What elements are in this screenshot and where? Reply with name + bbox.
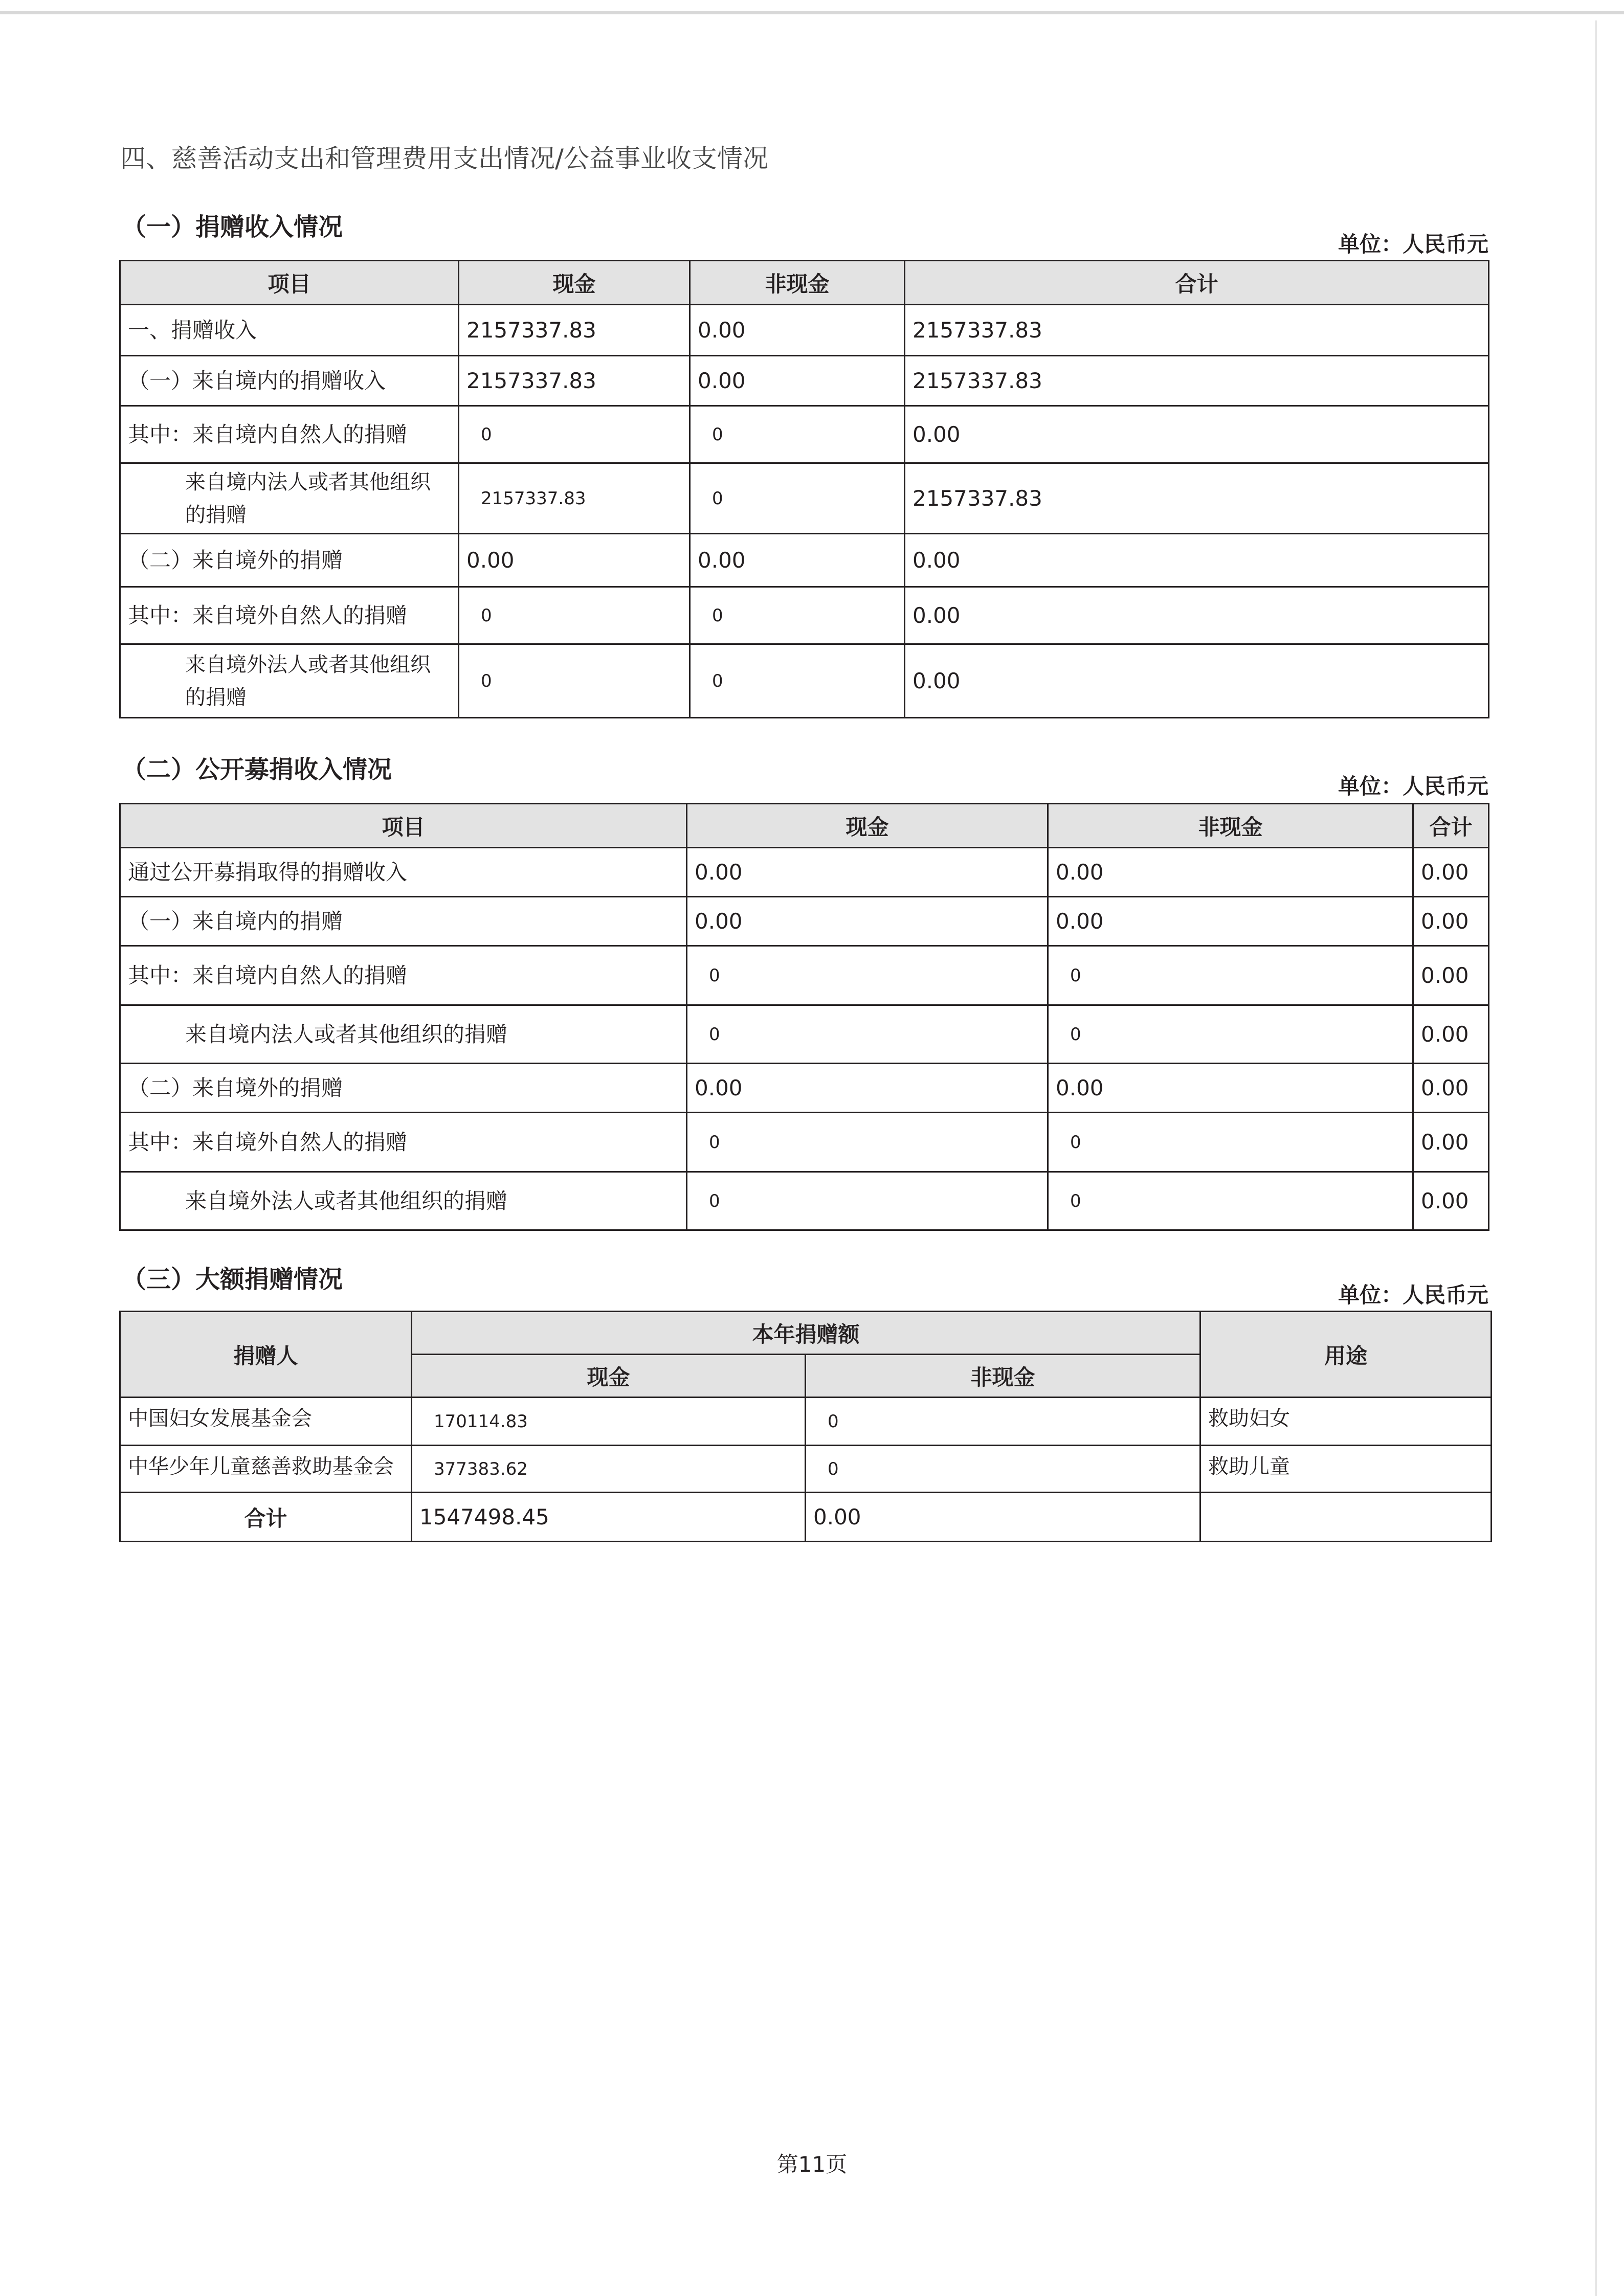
row-item: 来自境内法人或者其他组织的捐赠 — [120, 463, 459, 534]
row-total: 0.00 — [1413, 1064, 1489, 1113]
row-cash: 0 — [687, 1005, 1048, 1064]
row-noncash: 0 — [806, 1446, 1200, 1493]
section2-title: （二）公开募捐收入情况 — [122, 755, 392, 784]
row-total: 2157337.83 — [905, 356, 1489, 406]
col-header-cash: 现金 — [687, 804, 1048, 848]
row-total: 0.00 — [905, 644, 1489, 718]
row-noncash: 0.00 — [690, 356, 905, 406]
row-item: 其中：来自境外自然人的捐赠 — [120, 587, 459, 644]
table-row — [120, 897, 1489, 946]
row-item: （二）来自境外的捐赠 — [120, 1064, 687, 1113]
row-cash: 2157337.83 — [459, 356, 690, 406]
table-header-row — [120, 261, 1489, 305]
row-purpose: 救助妇女 — [1200, 1398, 1492, 1446]
col-header-noncash: 非现金 — [690, 261, 905, 305]
row-noncash: 0.00 — [1048, 1064, 1413, 1113]
row-cash: 0 — [459, 644, 690, 718]
row-total: 0.00 — [905, 406, 1489, 463]
row-item: 一、捐赠收入 — [120, 305, 459, 356]
col-header-total: 合计 — [1413, 804, 1489, 848]
row-cash: 0 — [459, 587, 690, 644]
total-noncash: 0.00 — [806, 1493, 1200, 1542]
row-total: 0.00 — [1413, 897, 1489, 946]
row-donor: 中国妇女发展基金会 — [120, 1398, 412, 1446]
table-row — [120, 644, 1489, 718]
row-item: （二）来自境外的捐赠 — [120, 534, 459, 587]
row-cash: 170114.83 — [412, 1398, 806, 1446]
row-purpose: 救助儿童 — [1200, 1446, 1492, 1493]
row-total: 2157337.83 — [905, 305, 1489, 356]
row-cash: 377383.62 — [412, 1446, 806, 1493]
section2-unit: 单位：人民币元 — [1338, 774, 1488, 799]
table-row — [120, 587, 1489, 644]
table-row — [120, 406, 1489, 463]
row-noncash: 0 — [806, 1398, 1200, 1446]
row-item: 通过公开募捐取得的捐赠收入 — [120, 848, 687, 897]
row-cash: 0 — [687, 946, 1048, 1005]
row-noncash: 0.00 — [690, 534, 905, 587]
section1-unit: 单位：人民币元 — [1338, 232, 1488, 257]
row-cash: 0.00 — [687, 1064, 1048, 1113]
row-total: 0.00 — [1413, 1113, 1489, 1172]
table-row — [120, 305, 1489, 356]
row-noncash: 0 — [1048, 1172, 1413, 1230]
row-noncash: 0.00 — [1048, 897, 1413, 946]
row-noncash: 0 — [690, 406, 905, 463]
table-header-row — [120, 804, 1489, 848]
row-donor: 中华少年儿童慈善救助基金会 — [120, 1446, 412, 1493]
row-item: 其中：来自境内自然人的捐赠 — [120, 946, 687, 1005]
col-header-cash: 现金 — [412, 1355, 806, 1398]
table-row — [120, 356, 1489, 406]
row-total: 0.00 — [1413, 1005, 1489, 1064]
total-cash: 1547498.45 — [412, 1493, 806, 1542]
table-total-row — [120, 1493, 1492, 1542]
row-total: 0.00 — [905, 587, 1489, 644]
col-header-noncash: 非现金 — [1048, 804, 1413, 848]
scan-right-edge — [1595, 20, 1597, 2296]
row-cash: 0.00 — [687, 848, 1048, 897]
section3-title: （三）大额捐赠情况 — [122, 1265, 343, 1294]
major-donations-table — [119, 1311, 1492, 1542]
col-header-total: 合计 — [905, 261, 1489, 305]
scan-top-edge — [0, 11, 1624, 14]
table-header-row — [120, 1312, 1492, 1355]
row-cash: 0 — [459, 406, 690, 463]
row-cash: 0.00 — [687, 897, 1048, 946]
row-cash: 0.00 — [459, 534, 690, 587]
public-fundraising-table — [119, 803, 1489, 1231]
table-row — [120, 1064, 1489, 1113]
col-header-noncash: 非现金 — [806, 1355, 1200, 1398]
row-total: 0.00 — [1413, 1172, 1489, 1230]
table-row — [120, 1172, 1489, 1230]
row-item: 其中：来自境外自然人的捐赠 — [120, 1113, 687, 1172]
table-row — [120, 463, 1489, 534]
table-row — [120, 946, 1489, 1005]
section3-unit: 单位：人民币元 — [1338, 1282, 1488, 1308]
row-noncash: 0 — [690, 463, 905, 534]
row-noncash: 0 — [1048, 1005, 1413, 1064]
row-total: 0.00 — [1413, 946, 1489, 1005]
row-noncash: 0.00 — [690, 305, 905, 356]
row-noncash: 0 — [1048, 1113, 1413, 1172]
col-header-purpose: 用途 — [1200, 1312, 1492, 1398]
total-label: 合计 — [120, 1493, 412, 1542]
row-cash: 0 — [687, 1172, 1048, 1230]
page-number: 第11页 — [776, 2152, 848, 2177]
row-total: 0.00 — [905, 534, 1489, 587]
row-total: 0.00 — [1413, 848, 1489, 897]
table-row — [120, 1446, 1492, 1493]
row-cash: 2157337.83 — [459, 305, 690, 356]
row-item: 来自境内法人或者其他组织的捐赠 — [120, 1005, 687, 1064]
row-noncash: 0 — [1048, 946, 1413, 1005]
total-purpose — [1200, 1493, 1492, 1542]
row-cash: 2157337.83 — [459, 463, 690, 534]
table-row — [120, 1398, 1492, 1446]
main-heading: 四、慈善活动支出和管理费用支出情况/公益事业收支情况 — [120, 144, 768, 173]
table-row — [120, 848, 1489, 897]
row-item: 来自境外法人或者其他组织的捐赠 — [120, 644, 459, 718]
col-header-item: 项目 — [120, 804, 687, 848]
row-item: （一）来自境内的捐赠收入 — [120, 356, 459, 406]
row-item: 其中：来自境内自然人的捐赠 — [120, 406, 459, 463]
section1-title: （一）捐赠收入情况 — [122, 213, 343, 241]
row-noncash: 0.00 — [1048, 848, 1413, 897]
row-item: 来自境外法人或者其他组织的捐赠 — [120, 1172, 687, 1230]
donation-income-table — [119, 260, 1489, 718]
col-header-item: 项目 — [120, 261, 459, 305]
row-noncash: 0 — [690, 587, 905, 644]
col-header-annual-amount: 本年捐赠额 — [412, 1312, 1200, 1355]
table-row — [120, 1005, 1489, 1064]
row-cash: 0 — [687, 1113, 1048, 1172]
table-row — [120, 534, 1489, 587]
table-row — [120, 1113, 1489, 1172]
row-noncash: 0 — [690, 644, 905, 718]
row-item: （一）来自境内的捐赠 — [120, 897, 687, 946]
col-header-donor: 捐赠人 — [120, 1312, 412, 1398]
row-total: 2157337.83 — [905, 463, 1489, 534]
col-header-cash: 现金 — [459, 261, 690, 305]
